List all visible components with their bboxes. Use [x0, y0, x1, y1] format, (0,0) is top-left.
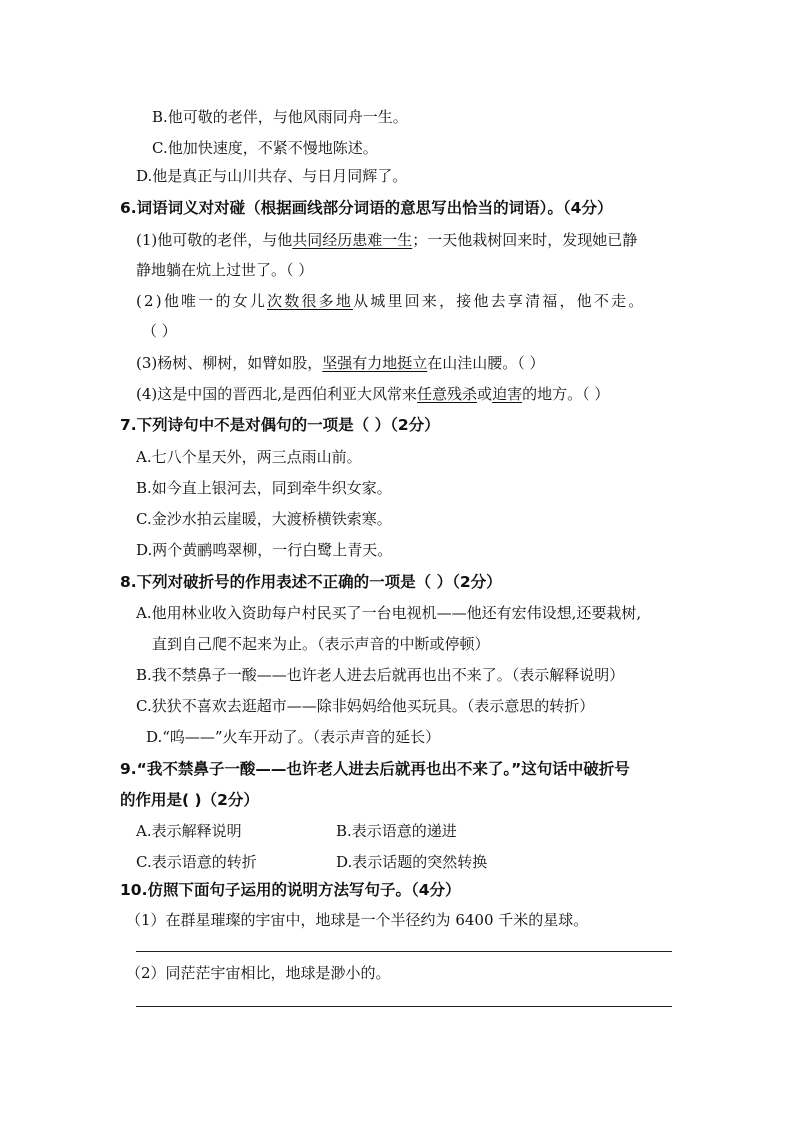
q6-title: 6.词语词义对对碰（根据画线部分词语的意思写出恰当的词语）。（4分） [120, 199, 613, 217]
q6-item-1-pre: (1)他可敬的老伴，与他 [136, 231, 293, 249]
q5-option-d: D.他是真正与山川共存、与日月同辉了。 [136, 167, 408, 185]
q6-item-2-pre: (2)他唯一的女儿 [136, 292, 268, 310]
q8-option-b: B.我不禁鼻子一酸——也许老人进去后就再也出不来了。（表示解释说明） [136, 666, 625, 684]
q6-item-4 [136, 384, 609, 404]
q8-option-d: D.“呜——”火车开动了。（表示声音的延长） [146, 728, 441, 746]
q9-option-b: B.表示语意的递进 [336, 822, 457, 840]
q6-item-4-underlined-2: 迫害 [492, 385, 523, 403]
q7-option-c: C.金沙水拍云崖暖，大渡桥横铁索寒。 [136, 510, 392, 528]
q7-option-d: D.两个黄鹂鸣翠柳，一行白鹭上青天。 [136, 541, 393, 559]
q6-item-1-post: ；一天他栽树回来时，发现她已静 [412, 231, 638, 249]
q9-option-d: D.表示话题的突然转换 [336, 853, 488, 871]
q7-option-a: A.七八个星天外，两三点雨山前。 [136, 448, 362, 466]
q6-item-4-underlined-1: 任意残杀 [417, 385, 478, 403]
q6-item-4-mid: 或 [477, 385, 493, 403]
q9-title-line2: 的作用是( )（2分） [120, 791, 259, 809]
q6-item-2-post: 从城里回来，接他去享清福，他不走。 [353, 292, 646, 310]
q6-item-3-post: 在山洼山腰。（ ） [427, 354, 545, 372]
q6-item-1 [136, 230, 637, 250]
q5-option-b: B.他可敬的老伴，与他风雨同舟一生。 [152, 108, 408, 126]
q10-answer-line-2[interactable] [136, 1006, 672, 1007]
q10-item-2: （2）同茫茫宇宙相比，地球是渺小的。 [126, 964, 391, 982]
q6-item-4-pre: (4)这是中国的晋西北,是西伯利亚大风常来 [136, 385, 418, 403]
q6-item-3-pre: (3)杨树、柳树，如臂如股， [136, 354, 323, 372]
q8-title: 8.下列对破折号的作用表述不正确的一项是（ ）（2分） [120, 573, 502, 591]
q9-title-line1: 9.“我不禁鼻子一酸——也许老人进去后就再也出不来了。”这句话中破折号 [120, 760, 630, 778]
q9-option-c: C.表示语意的转折 [136, 853, 257, 871]
q6-item-2 [136, 291, 645, 311]
q10-answer-line-1[interactable] [136, 951, 672, 952]
q8-option-a-line2: 直到自己爬不起来为止。（表示声音的中断或停顿） [152, 635, 490, 653]
q8-option-a-line1: A.他用林业收入资助每户村民买了一台电视机——他还有宏伟设想,还要栽树, [136, 604, 642, 622]
q6-item-1-continued: 静地躺在炕上过世了。（ ） [136, 261, 314, 279]
q9-option-a: A.表示解释说明 [136, 822, 242, 840]
q6-item-2-underlined: 次数很多地 [267, 292, 354, 310]
q7-title: 7.下列诗句中不是对偶句的一项是（ ）（2分） [120, 416, 440, 434]
q8-option-c: C.犾犾不喜欢去逛超市——除非妈妈给他买玩具。（表示意思的转折） [136, 697, 595, 715]
q5-option-c: C.他加快速度，不紧不慢地陈述。 [152, 139, 378, 157]
q10-title: 10.仿照下面句子运用的说明方法写句子。（4分） [120, 881, 461, 899]
q6-item-1-underlined: 共同经历患难一生 [292, 231, 413, 249]
q7-option-b: B.如今直上银河去，同到牵牛织女家。 [136, 479, 392, 497]
q6-item-4-post: 的地方。（ ） [522, 385, 610, 403]
q6-item-2-continued: （ ） [142, 322, 177, 340]
q6-item-3-underlined: 坚强有力地挺立 [322, 354, 428, 372]
q10-item-1: （1）在群星璀璨的宇宙中，地球是一个半径约为 6400 千米的星球。 [126, 911, 589, 929]
q6-item-3 [136, 353, 545, 373]
